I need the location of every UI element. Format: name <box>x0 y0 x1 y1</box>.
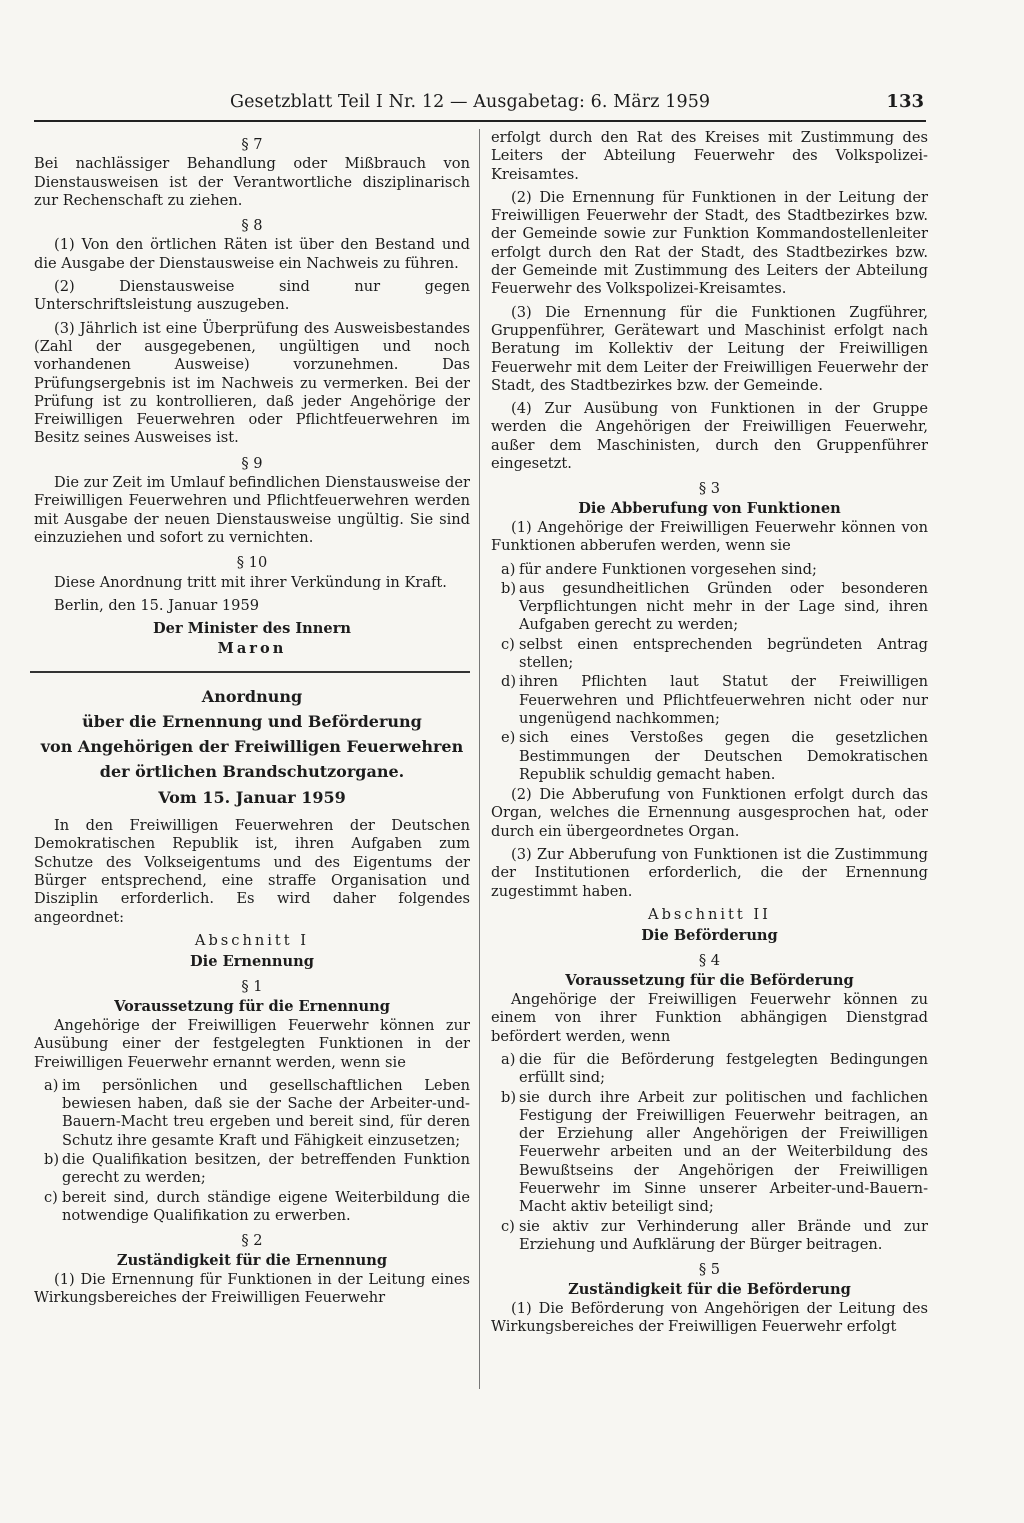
list-item <box>491 636 928 673</box>
list-marker: b) <box>501 579 517 597</box>
section-2-paragraph-1: (1) Die Ernennung für Funktionen in der Leitung eines Wirkungsbereiches der Freiwilligen Feuerwehr <box>34 1270 470 1307</box>
section-2-heading: § 2 <box>241 1232 263 1250</box>
list-marker: c) <box>501 635 515 653</box>
section-2-paragraph-2: (2) Die Ernennung für Funktionen in der Leitung der Freiwilligen Feuerwehr der Stadt, des Stadtbezirkes bzw. der Gemeinde sowie zur Funktion Kommandostellenleiter erfolgt durch den Rat der Stadt, des Stadtbezirkes bzw. der Gemeinde mit Zustimmung des Leiters der Abteilung Feuerwehr des Volkspolizei-Kreisamtes. <box>491 188 928 298</box>
section-2-title: Zuständigkeit für die Ernennung <box>116 1251 388 1269</box>
list-marker: a) <box>501 1050 516 1068</box>
list-marker: a) <box>44 1076 59 1094</box>
section-3-heading: § 3 <box>698 480 721 498</box>
section-3-paragraph-2: (2) Die Abberufung von Funktionen erfolgt durch das Organ, welches die Ernennung ausgesprochen hat, oder durch ein übergeordnetes Organ. <box>491 786 928 840</box>
section-7-heading: § 7 <box>241 136 263 153</box>
section-2-paragraph-3: (3) Die Ernennung für die Funktionen Zugführer, Gruppenführer, Gerätewart und Maschinist erfolgt nach Beratung im Kollektiv der Leitung der Freiwilligen Feuerwehr mit dem Leiter der Freiwilligen Feuerwehr der Stadt, des Stadtbezirkes bzw. der Gemeinde. <box>491 303 928 394</box>
list-text: aus gesundheitlichen Gründen oder besonderen Verpflichtungen nicht mehr in der Lage sind, ihren Aufgaben gerecht zu werden; <box>519 579 928 634</box>
page-header <box>34 90 926 122</box>
list-text: die für die Beförderung festgelegten Bedingungen erfüllt sind; <box>519 1050 928 1087</box>
section-7-text: Bei nachlässiger Behandlung oder Mißbrauch von Dienstausweisen ist der Verantwortliche disziplinarisch zur Rechenschaft zu ziehen. <box>34 155 470 209</box>
abschnitt-2-label: Abschnitt II <box>648 905 771 923</box>
abschnitt-1-label: Abschnitt I <box>194 931 310 949</box>
ordinance-date: Vom 15. Januar 1959 <box>158 787 346 807</box>
signer-title: Der Minister des Innern <box>153 620 351 638</box>
list-item <box>491 580 928 635</box>
page-number: 133 <box>886 91 924 112</box>
list-marker: a) <box>501 560 516 578</box>
list-item <box>34 1077 470 1150</box>
abschnitt-2-title: Die Beförderung <box>641 927 778 945</box>
section-1-title: Voraussetzung für die Ernennung <box>114 997 390 1015</box>
section-4-list <box>491 1051 928 1254</box>
list-text: selbst einen entsprechenden begründeten Antrag stellen; <box>519 635 928 672</box>
place-date: Berlin, den 15. Januar 1959 <box>54 596 260 614</box>
list-marker: e) <box>501 729 516 747</box>
section-3-list <box>491 561 928 785</box>
list-item <box>34 1151 470 1188</box>
list-text: ihren Pflichten laut Statut der Freiwilligen Feuerwehren und Pflichtfeuerwehren nicht oder nur ungenügend nachkommen; <box>519 673 928 727</box>
section-2-paragraph-4: (4) Zur Ausübung von Funktionen in der Gruppe werden die Angehörigen der Freiwilligen Feuerwehr, außer dem Maschinisten, durch den Gruppenführer eingesetzt. <box>491 400 928 473</box>
list-text: sie durch ihre Arbeit zur politischen und fachlichen Festigung der Freiwilligen Feuerwehr beitragen, an der Erziehung aller Angehörigen der Freiwilligen Feuerwehr arbeiten und an der Weiterbildung des Bewußtseins der Angehörigen der Freiwilligen Feuerwehr im Sinne unserer Arbeiter-und-Bauern-Macht aktiv beteiligt sind; <box>519 1088 928 1216</box>
section-3-intro: (1) Angehörige der Freiwilligen Feuerwehr können von Funktionen abberufen werden, wenn sie <box>491 518 928 555</box>
section-8-paragraph-3: (3) Jährlich ist eine Überprüfung des Ausweisbestandes (Zahl der ausgegebenen, ungültigen und noch vorhandenen Ausweise) vorzunehmen. Das Prüfungsergebnis ist im Nachweis zu vermerken. Bei der Prüfung ist zu kontrollieren, daß jeder Angehörige der Freiwilligen Feuerwehren oder Pflichtfeuerwehren im Besitz seines Ausweises ist. <box>34 319 470 447</box>
list-item <box>491 1089 928 1217</box>
section-5-paragraph-1: (1) Die Beförderung von Angehörigen der Leitung des Wirkungsbereiches der Freiwilligen Feuerwehr erfolgt <box>491 1299 928 1336</box>
section-8-paragraph-1: (1) Von den örtlichen Räten ist über den Bestand und die Ausgabe der Dienstausweise ein Nachweis zu führen. <box>34 236 470 272</box>
list-text: im persönlichen und gesellschaftlichen Leben bewiesen haben, daß sie der Sache der Arbeiter-und-Bauern-Macht treu ergeben und bereit sind, für deren Schutz ihre gesamte Kraft und Fähigkeit einzusetzen; <box>62 1076 470 1149</box>
signer-name: Maron <box>217 640 287 658</box>
section-3-paragraph-3: (3) Zur Abberufung von Funktionen ist die Zustimmung der Institutionen erforderlich, die der Ernennung zugestimmt haben. <box>491 845 928 900</box>
list-text: für andere Funktionen vorgesehen sind; <box>519 560 817 578</box>
section-8-paragraph-2: (2) Dienstausweise sind nur gegen Unterschriftsleistung auszugeben. <box>34 278 470 314</box>
gazette-title: Gesetzblatt Teil I Nr. 12 — Ausgabetag: 6. März 1959 <box>230 92 711 112</box>
list-marker: b) <box>44 1151 60 1169</box>
section-1-heading: § 1 <box>241 978 263 996</box>
list-marker: c) <box>501 1217 515 1235</box>
list-marker: b) <box>501 1088 517 1106</box>
section-5-title: Zuständigkeit für die Beförderung <box>568 1280 851 1298</box>
section-3-title: Die Abberufung von Funktionen <box>578 499 841 517</box>
list-item <box>491 561 928 579</box>
section-1-intro: Angehörige der Freiwilligen Feuerwehr können zur Ausübung einer der festgelegten Funktionen in der Freiwilligen Feuerwehr ernannt werden, wenn sie <box>34 1016 470 1071</box>
ordinance-preamble: In den Freiwilligen Feuerwehren der Deutschen Demokratischen Republik ist, ihren Aufgaben zum Schutze des Volkseigentums und des Eigentums der Bürger entsprechend, eine straffe Organisation und Disziplin erforderlich. Es wird daher folgendes angeordnet: <box>34 817 470 926</box>
list-item <box>491 729 928 784</box>
list-item <box>491 1051 928 1088</box>
section-divider <box>30 671 470 673</box>
section-9-heading: § 9 <box>241 454 263 472</box>
list-marker: c) <box>44 1188 58 1206</box>
section-5-heading: § 5 <box>698 1261 721 1279</box>
list-text: sie aktiv zur Verhinderung aller Brände und zur Erziehung und Aufklärung der Bürger beitragen. <box>519 1217 928 1253</box>
list-text: die Qualifikation besitzen, der betreffenden Funktion gerecht zu werden; <box>62 1151 470 1187</box>
right-column <box>491 129 928 1341</box>
section-1-list <box>34 1077 470 1225</box>
list-item <box>491 1218 928 1255</box>
left-column <box>34 129 470 1312</box>
section-4-intro: Angehörige der Freiwilligen Feuerwehr können zu einem von ihrer Funktion abhängigen Dienstgrad befördert werden, wenn <box>491 991 928 1045</box>
ordinance-title-3: von Angehörigen der Freiwilligen Feuerwehren <box>40 736 464 756</box>
list-text: sich eines Verstoßes gegen die gesetzlichen Bestimmungen der Deutschen Demokratischen Republik schuldig gemacht haben. <box>519 729 928 783</box>
list-text: bereit sind, durch ständige eigene Weiterbildung die notwendige Qualifikation zu erwerben. <box>62 1188 470 1224</box>
section-4-heading: § 4 <box>698 952 721 970</box>
list-item <box>34 1189 470 1226</box>
section-10-heading: § 10 <box>236 554 268 572</box>
section-4-title: Voraussetzung für die Beförderung <box>565 971 854 989</box>
section-2-continuation: erfolgt durch den Rat des Kreises mit Zustimmung des Leiters der Abteilung Feuerwehr des Volkspolizei-Kreisamtes. <box>491 129 928 183</box>
ordinance-title-1: Anordnung <box>201 686 303 706</box>
section-8-heading: § 8 <box>241 217 263 235</box>
section-9-text: Die zur Zeit im Umlauf befindlichen Dienstausweise der Freiwilligen Feuerwehren und Pflichtfeuerwehren werden mit Ausgabe der neuen Dienstausweise ungültig. Sie sind einzuziehen und sofort zu vernichten. <box>34 474 470 546</box>
ordinance-title-4: der örtlichen Brandschutzorgane. <box>99 761 405 781</box>
ordinance-title-2: über die Ernennung und Beförderung <box>82 711 422 731</box>
list-marker: d) <box>501 673 517 691</box>
abschnitt-1-title: Die Ernennung <box>190 953 314 971</box>
list-item <box>491 673 928 728</box>
section-10-text: Diese Anordnung tritt mit ihrer Verkündung in Kraft. <box>54 573 447 591</box>
